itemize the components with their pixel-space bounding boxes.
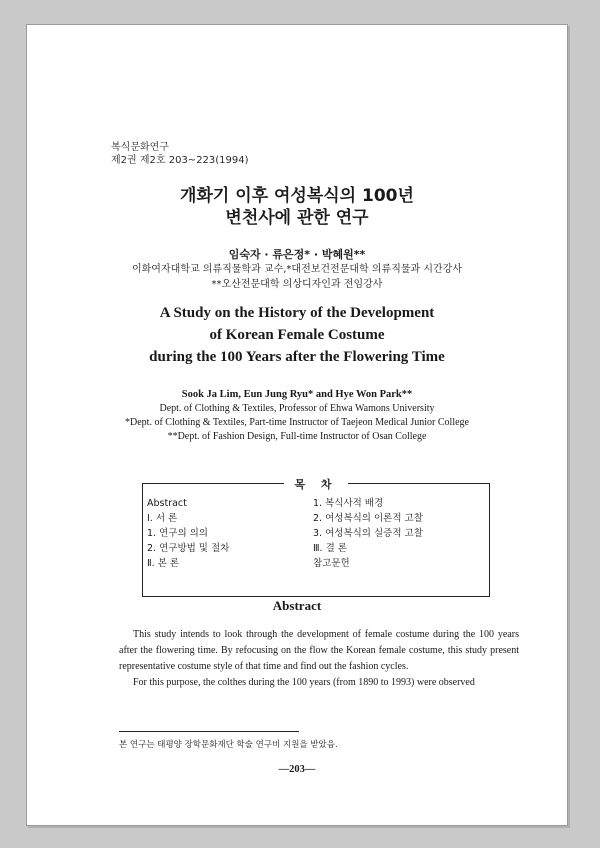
footnote: 본 연구는 태평양 장학문화재단 학술 연구비 지원을 받았음. xyxy=(119,740,338,750)
english-title-line1: A Study on the History of the Development xyxy=(159,305,435,321)
toc-item: Ⅰ. 서 론 xyxy=(147,513,178,524)
english-authors xyxy=(27,388,567,444)
abstract-paragraph-1: This study intends to look through the development of female costume during the 100 years after the flowering time. By refocusing on the flow the Korean female costume, this study present representative costume style of that time and find out the fashion cycles. xyxy=(119,629,519,672)
english-title xyxy=(27,302,567,368)
english-title-line2: of Korean Female Costume xyxy=(209,327,385,343)
toc-item: 3. 여성복식의 실증적 고찰 xyxy=(313,528,423,539)
abstract-body xyxy=(119,627,519,691)
table-of-contents xyxy=(142,478,490,597)
toc-item: Ⅲ. 결 론 xyxy=(313,543,347,554)
korean-title-line2: 변천사에 관한 연구 xyxy=(225,208,369,228)
page-number: —203— xyxy=(278,764,316,775)
toc-left-column xyxy=(147,496,229,571)
english-affiliation-3: **Dept. of Fashion Design, Full-time Instructor of Osan College xyxy=(167,431,427,442)
abstract-heading: Abstract xyxy=(272,598,322,613)
abstract-paragraph-2: For this purpose, the colthes during the 100 years (from 1890 to 1993) were observed xyxy=(133,677,475,688)
journal-issue: 제2권 제2호 203~223(1994) xyxy=(111,155,249,166)
toc-item: 2. 연구방법 및 절차 xyxy=(147,543,230,554)
korean-affiliation-1: 이화여자대학교 의류직물학과 교수,*대전보건전문대학 의류직물과 시간강사 xyxy=(131,264,462,275)
english-author-names: Sook Ja Lim, Eun Jung Ryu* and Hye Won Park** xyxy=(181,389,413,400)
toc-item: Abstract xyxy=(147,498,187,509)
journal-name: 복식문화연구 xyxy=(111,142,169,153)
toc-item: 1. 연구의 의의 xyxy=(147,528,208,539)
korean-affiliation-2: **오산전문대학 의상디자인과 전임강사 xyxy=(211,279,383,290)
footnote-divider xyxy=(119,731,299,732)
toc-item: Ⅱ. 본 론 xyxy=(147,558,180,569)
toc-item: 참고문헌 xyxy=(313,558,350,569)
english-title-line3: during the 100 Years after the Flowering Time xyxy=(149,349,445,365)
korean-author-names: 임숙자 · 류은정* · 박혜원** xyxy=(228,248,366,261)
toc-right-column xyxy=(313,496,423,571)
paper-page xyxy=(26,24,568,826)
journal-header xyxy=(111,141,249,167)
toc-item: 1. 복식사적 배경 xyxy=(313,498,384,509)
korean-authors xyxy=(27,247,567,292)
korean-title xyxy=(27,185,567,229)
english-affiliation-2: *Dept. of Clothing & Textiles, Part-time Instructor of Taejeon Medical Junior College xyxy=(125,417,469,428)
toc-item: 2. 여성복식의 이론적 고찰 xyxy=(313,513,423,524)
korean-title-line1: 개화기 이후 여성복식의 100년 xyxy=(180,186,414,206)
toc-heading: 목 차 xyxy=(284,478,347,491)
english-affiliation-1: Dept. of Clothing & Textiles, Professor of Ehwa Wamons University xyxy=(159,403,435,414)
